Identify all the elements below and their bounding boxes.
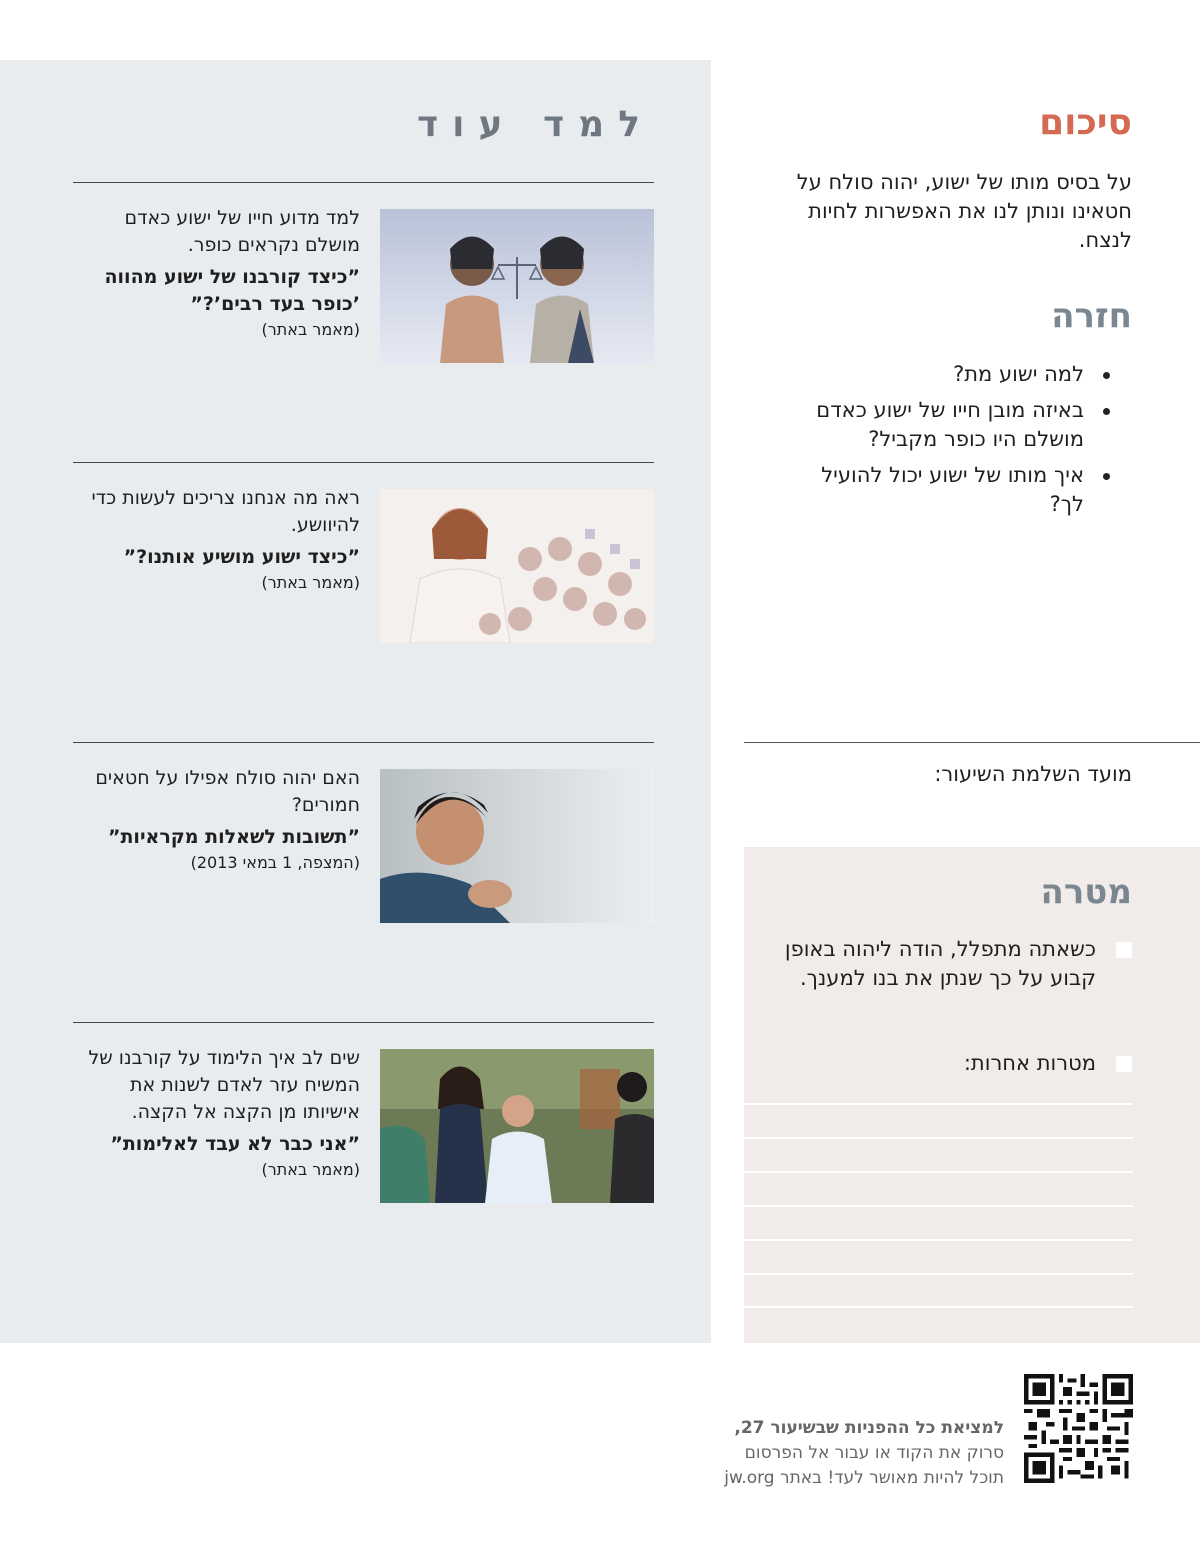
footer-line[interactable]: תוכל להיות מאושר לעד! באתר jw.org — [724, 1468, 1004, 1488]
writing-line[interactable] — [744, 1239, 1133, 1241]
goal-heading: מטרה — [1040, 872, 1132, 912]
writing-line[interactable] — [744, 1273, 1133, 1275]
goal-panel — [744, 847, 1200, 1343]
completion-divider — [744, 742, 1200, 743]
review-heading: חזרה — [1051, 296, 1132, 336]
learn-item-link[interactable]: ”תשובות לשאלות מקראיות” — [107, 826, 360, 848]
learn-item-source: (המצפה, 1 במאי 2013) — [190, 853, 360, 872]
writing-line[interactable] — [744, 1137, 1133, 1139]
jesus-crowd-image[interactable] — [380, 489, 654, 643]
learn-item — [70, 765, 360, 875]
learn-more-title: למד עוד — [416, 104, 654, 145]
learn-item-source: (מאמר באתר) — [261, 320, 360, 339]
writing-line[interactable] — [744, 1205, 1133, 1207]
completion-date-label: מועד השלמת השיעור: — [934, 762, 1132, 786]
summary-heading: סיכום — [1039, 102, 1132, 143]
writing-line[interactable] — [744, 1171, 1133, 1173]
learn-item — [70, 1045, 360, 1182]
learn-divider — [73, 182, 654, 183]
review-questions — [790, 360, 1110, 526]
man-praying-image[interactable] — [380, 769, 654, 923]
other-goals-label: מטרות אחרות: — [963, 1051, 1096, 1075]
learn-item-link[interactable]: ”כיצד קורבנו של ישוע מהווה ’כופר בעד רבים’?” — [104, 266, 360, 315]
goal-checkbox[interactable] — [1116, 942, 1132, 958]
other-goals-checkbox[interactable] — [1116, 1056, 1132, 1072]
learn-divider — [73, 1022, 654, 1023]
writing-line[interactable] — [744, 1306, 1133, 1308]
writing-line[interactable] — [744, 1103, 1133, 1105]
review-question: למה ישוע מת? — [790, 360, 1110, 389]
review-question: איך מותו של ישוע יכול להועיל לך? — [790, 461, 1110, 519]
learn-item-description: ראה מה אנחנו צריכים לעשות כדי להיוושע. — [91, 487, 360, 536]
goal-item: כשאתה מתפלל, הודה ליהוה באופן קבוע על כך שנתן את בנו למענך. — [784, 937, 1096, 990]
learn-divider — [73, 742, 654, 743]
footer-line: סרוק את הקוד או עבור אל הפרסום — [744, 1443, 1004, 1463]
learn-item-source: (מאמר באתר) — [261, 1160, 360, 1179]
learn-item — [70, 485, 360, 595]
learn-item-source: (מאמר באתר) — [261, 573, 360, 592]
learn-item-description: למד מדוע חייו של ישוע כאדם מושלם נקראים כופר. — [124, 207, 360, 256]
learn-item — [70, 205, 360, 342]
learn-item-link[interactable]: ”אני כבר לא עבד לאלימות” — [110, 1133, 360, 1155]
qr-code-icon[interactable] — [1024, 1374, 1133, 1483]
learn-divider — [73, 462, 654, 463]
two-men-scales-image[interactable] — [380, 209, 654, 363]
learn-item-description: שים לב איך הלימוד על קורבנו של המשיח עזר לאדם לשנות את אישיותו מן הקצה אל הקצה. — [88, 1047, 360, 1123]
review-question: באיזה מובן חייו של ישוע כאדם מושלם היו כופר מקביל? — [790, 396, 1110, 454]
couple-talking-image[interactable] — [380, 1049, 654, 1203]
footer-note — [624, 1416, 1004, 1491]
summary-text: על בסיס מותו של ישוע, יהוה סולח על חטאינו ונותן לנו את האפשרות לחיות לנצח. — [796, 170, 1132, 252]
learn-item-description: האם יהוה סולח אפילו על חטאים חמורים? — [95, 767, 360, 816]
footer-line: למציאת כל ההפניות שבשיעור 27, — [734, 1418, 1004, 1438]
learn-item-link[interactable]: ”כיצד ישוע מושיע אותנו?” — [123, 546, 360, 568]
